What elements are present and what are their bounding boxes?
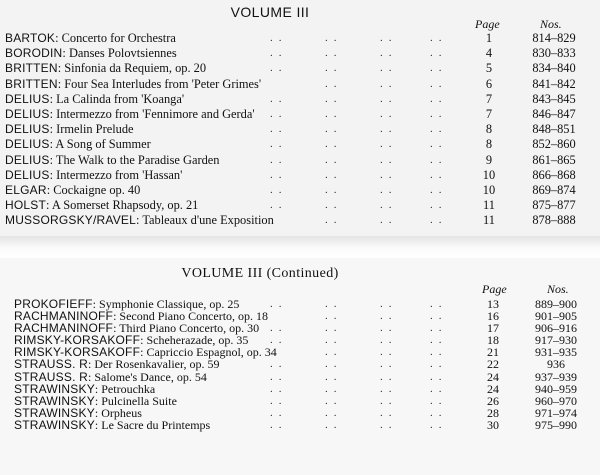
work-title: Sinfonia da Requiem, op. 20 [64,61,207,76]
work-title: Second Piano Concerto, op. 18 [119,309,269,324]
leader-dots: .. [325,334,343,347]
composer-name: DELIUS [5,167,50,182]
composer-name: RIMSKY-KORSAKOFF [14,333,141,348]
number-range: 869–874 [532,182,576,197]
leader-dots: .. [325,394,343,407]
leader-dots: .. [325,32,343,44]
composer-name: DELIUS [5,152,50,167]
composer-separator: : [46,198,52,213]
leader-dots: .. [380,77,398,90]
composer-name: DELIUS [5,106,50,121]
leader-dots: .. [270,92,288,105]
composer-separator: : [113,321,120,336]
number-range: 846–847 [532,106,576,121]
leader-dots: .. [430,370,448,383]
composer-separator: : [49,122,57,137]
composer-name: STRAWINSKY [14,417,95,432]
toc-entry-title [5,122,134,137]
leader-dots: .. [430,183,448,196]
toc-entry-title [5,183,140,198]
number-range: 878–888 [532,213,576,228]
composer-separator: : [62,46,69,61]
number-range: 975–990 [535,417,577,432]
work-title: Scheherazade, op. 35 [146,333,249,348]
composer-separator: : [92,297,100,311]
page-number: 22 [487,357,499,372]
volume-2-page-header: Page [482,282,507,296]
leader-dots: .. [325,298,343,310]
leader-dots: .. [325,418,343,431]
leader-dots: .. [430,168,448,181]
page-number: 9 [485,152,493,167]
toc-entry [0,61,600,76]
number-range: 841–842 [532,76,576,91]
leader-dots: .. [270,168,288,181]
leader-dots: .. [325,406,343,419]
page-number: 24 [487,381,499,396]
toc-entry [0,46,600,61]
number-range: 931–935 [535,345,577,360]
page-separator [0,236,600,258]
leader-dots: .. [380,62,398,75]
number-range: 940–959 [535,381,577,396]
leader-dots: .. [430,123,448,136]
composer-name: BORODIN [5,46,63,61]
page-number: 30 [487,417,499,432]
page-number: 10 [482,182,496,197]
leader-dots: .. [380,346,398,359]
composer-name: STRAWINSKY [14,381,95,396]
number-range: 814–829 [532,31,576,45]
work-title: Third Piano Concerto, op. 30 [119,321,260,336]
composer-separator: : [57,76,65,91]
leader-dots: .. [270,183,288,196]
composer-name: DELIUS [5,137,50,152]
volume-1-panel [0,0,600,236]
leader-dots: .. [380,406,398,419]
composer-name: STRAUSS. R [14,357,89,372]
number-range: 960–970 [535,393,577,408]
composer-name: STRAWINSKY [14,405,95,420]
composer-name: STRAUSS. R [14,369,89,384]
leader-dots: .. [270,322,288,335]
work-title: Symphonie Classique, op. 25 [99,297,240,311]
composer-separator: : [55,31,62,45]
page-number: 4 [485,46,493,61]
leader-dots: .. [325,183,343,196]
leader-dots: .. [430,394,448,407]
leader-dots: .. [270,107,288,120]
leader-dots: .. [380,138,398,151]
composer-separator: : [49,152,56,167]
page-number: 21 [487,345,499,360]
leader-dots: .. [380,153,398,166]
leader-dots: .. [380,199,398,212]
page-number: 10 [482,167,496,182]
page-number: 13 [487,297,499,311]
leader-dots: .. [380,298,398,310]
work-title: A Song of Summer [55,137,151,152]
leader-dots: .. [325,168,343,181]
composer-name: DELIUS [5,122,50,137]
volume-2-entry-list [0,298,600,431]
leader-dots: .. [325,123,343,136]
composer-separator: : [94,393,102,408]
leader-dots: .. [380,382,398,395]
work-title: Capriccio Espagnol, op. 34 [146,345,277,360]
work-title: Der Rosenkavalier, op. 59 [94,357,220,372]
number-range: 901–905 [535,309,577,324]
leader-dots: .. [325,62,343,75]
composer-separator: : [88,357,95,372]
leader-dots: .. [430,92,448,105]
leader-dots: .. [325,310,343,323]
leader-dots: .. [270,418,288,431]
leader-dots: .. [270,32,288,44]
toc-entry [0,183,600,198]
leader-dots: .. [270,370,288,383]
leader-dots: .. [270,123,288,136]
work-title: The Walk to the Paradise Garden [55,152,220,167]
work-title: Le Sacre du Printemps [101,417,211,432]
leader-dots: .. [430,47,448,60]
volume-2-panel [0,258,600,475]
leader-dots: .. [430,138,448,151]
leader-dots: .. [325,346,343,359]
leader-dots: .. [270,394,288,407]
leader-dots: .. [380,418,398,431]
work-title: Four Sea Interludes from 'Peter Grimes' [64,76,262,91]
toc-entry [0,92,600,107]
leader-dots: .. [325,322,343,335]
leader-dots: .. [380,47,398,60]
toc-entry-title [14,419,210,431]
work-title: Salome's Dance, op. 54 [94,369,207,384]
page-number: 7 [485,91,493,106]
composer-name: RIMSKY-KORSAKOFF [14,345,141,360]
leader-dots: .. [380,92,398,105]
composer-separator: : [113,309,120,324]
leader-dots: .. [325,153,343,166]
leader-dots: .. [380,370,398,383]
composer-separator: : [49,91,57,106]
toc-entry [0,107,600,122]
work-title: Tableaux d'une Exposition [142,213,274,228]
composer-name: RACHMANINOFF [14,309,114,324]
toc-entry [0,122,600,137]
number-range: 852–860 [532,137,576,152]
volume-2-title: VOLUME III (Continued) [181,266,339,281]
page-number: 7 [485,106,493,121]
leader-dots: .. [380,32,398,44]
composer-separator: : [49,106,57,121]
leader-dots: .. [430,153,448,166]
page-number: 8 [485,122,493,137]
composer-separator: : [140,345,147,360]
page-number: 1 [485,31,493,45]
work-title: Concerto for Orchestra [61,31,176,45]
leader-dots: .. [325,199,343,212]
number-range: 861–865 [532,152,576,167]
leader-dots: .. [380,394,398,407]
page-number: 18 [487,333,499,348]
leader-dots: .. [325,47,343,60]
leader-dots: .. [270,199,288,212]
leader-dots: .. [430,346,448,359]
leader-dots: .. [430,32,448,44]
work-title: Orpheus [101,405,142,420]
leader-dots: .. [380,310,398,323]
volume-1-nos-header: Nos. [540,17,562,31]
page-number: 24 [487,369,499,384]
composer-separator: : [94,405,102,420]
number-range: 917–930 [535,333,577,348]
volume-2-nos-header: Nos. [547,282,569,296]
composer-name: RACHMANINOFF [14,321,114,336]
number-range: 830–833 [532,46,576,61]
work-title: Irmelin Prelude [56,122,134,137]
leader-dots: .. [430,62,448,75]
leader-dots: .. [430,214,448,227]
composer-name: MUSSORGSKY/RAVEL [5,213,137,228]
work-title: Cockaigne op. 40 [53,182,141,197]
composer-separator: : [46,182,54,197]
toc-entry [0,77,600,92]
number-range: 971–974 [535,405,577,420]
leader-dots: .. [430,322,448,335]
number-range: 937–939 [535,369,577,384]
number-range: 906–916 [535,321,577,336]
leader-dots: .. [325,77,343,90]
composer-name: BRITTEN [5,76,58,91]
composer-separator: : [49,167,57,182]
toc-entry-title [5,77,261,92]
number-range: 848–851 [532,122,576,137]
page-number: 28 [487,405,499,420]
composer-name: DELIUS [5,91,50,106]
toc-entry-title [5,213,274,228]
leader-dots: .. [380,107,398,120]
number-range: 889–900 [535,297,577,311]
leader-dots: .. [270,298,288,310]
composer-separator: : [94,381,102,396]
leader-dots: .. [430,334,448,347]
leader-dots: .. [380,123,398,136]
toc-entry [0,137,600,152]
leader-dots: .. [270,382,288,395]
leader-dots: .. [270,334,288,347]
toc-entry-title [5,31,176,46]
leader-dots: .. [325,214,343,227]
page-number: 6 [485,76,493,91]
work-title: Danses Polovtsiennes [68,46,177,61]
toc-entry [0,168,600,183]
toc-entry-title [5,168,182,183]
composer-separator: : [88,369,95,384]
toc-entry-title [5,198,198,213]
composer-name: BARTOK [5,31,56,45]
composer-name: PROKOFIEFF [14,297,93,311]
toc-entry-title [5,46,177,61]
leader-dots: .. [430,310,448,323]
leader-dots: .. [430,107,448,120]
work-title: Intermezzo from 'Hassan' [56,167,183,182]
work-title: Pulcinella Suite [101,393,177,408]
leader-dots: .. [380,358,398,371]
number-range: 834–840 [532,61,576,76]
leader-dots: .. [380,214,398,227]
toc-entry-title [5,107,255,122]
leader-dots: .. [325,107,343,120]
leader-dots: .. [325,358,343,371]
composer-name: HOLST [5,198,47,213]
composer-separator: : [49,137,56,152]
leader-dots: .. [325,92,343,105]
work-title: La Calinda from 'Koanga' [56,91,185,106]
leader-dots: .. [430,418,448,431]
leader-dots: .. [430,358,448,371]
work-title: Intermezzo from 'Fennimore and Gerda' [56,106,255,121]
composer-separator: : [140,333,147,348]
volume-1-entry-list [0,31,600,228]
leader-dots: .. [325,370,343,383]
composer-separator: : [94,417,102,432]
number-range: 866–868 [532,167,576,182]
volume-1-title: VOLUME III [230,4,310,20]
toc-entry [0,213,600,228]
toc-entry [0,198,600,213]
page-number: 17 [487,321,499,336]
toc-entry-title [5,61,206,76]
toc-entry [0,31,600,46]
leader-dots: .. [430,382,448,395]
number-range: 875–877 [532,198,576,213]
page-number: 11 [483,198,495,213]
composer-separator: : [136,213,143,228]
leader-dots: .. [430,298,448,310]
leader-dots: .. [430,406,448,419]
leader-dots: .. [270,62,288,75]
page-number: 16 [487,309,499,324]
composer-name: ELGAR [5,182,47,197]
composer-name: BRITTEN [5,61,58,76]
toc-entry [0,419,600,431]
composer-separator: : [57,61,65,76]
number-range: 936 [547,357,565,372]
toc-entry-title [5,153,219,168]
work-title: A Somerset Rhapsody, op. 21 [51,198,199,213]
leader-dots: .. [430,77,448,90]
leader-dots: .. [270,47,288,60]
page-number: 8 [485,137,493,152]
page-number: 11 [483,213,495,228]
leader-dots: .. [430,199,448,212]
page-number: 5 [485,61,493,76]
leader-dots: .. [270,153,288,166]
work-title: Petrouchka [101,381,156,396]
composer-name: STRAWINSKY [14,393,95,408]
leader-dots: .. [380,168,398,181]
toc-entry-title [5,137,151,152]
leader-dots: .. [380,322,398,335]
volume-1-page-header: Page [475,17,500,31]
number-range: 843–845 [532,91,576,106]
toc-entry-title [5,92,184,107]
leader-dots: .. [325,382,343,395]
leader-dots: .. [380,334,398,347]
leader-dots: .. [270,406,288,419]
leader-dots: .. [270,138,288,151]
leader-dots: .. [380,183,398,196]
page-number: 26 [487,393,499,408]
leader-dots: .. [270,358,288,371]
leader-dots: .. [325,138,343,151]
toc-entry [0,153,600,168]
